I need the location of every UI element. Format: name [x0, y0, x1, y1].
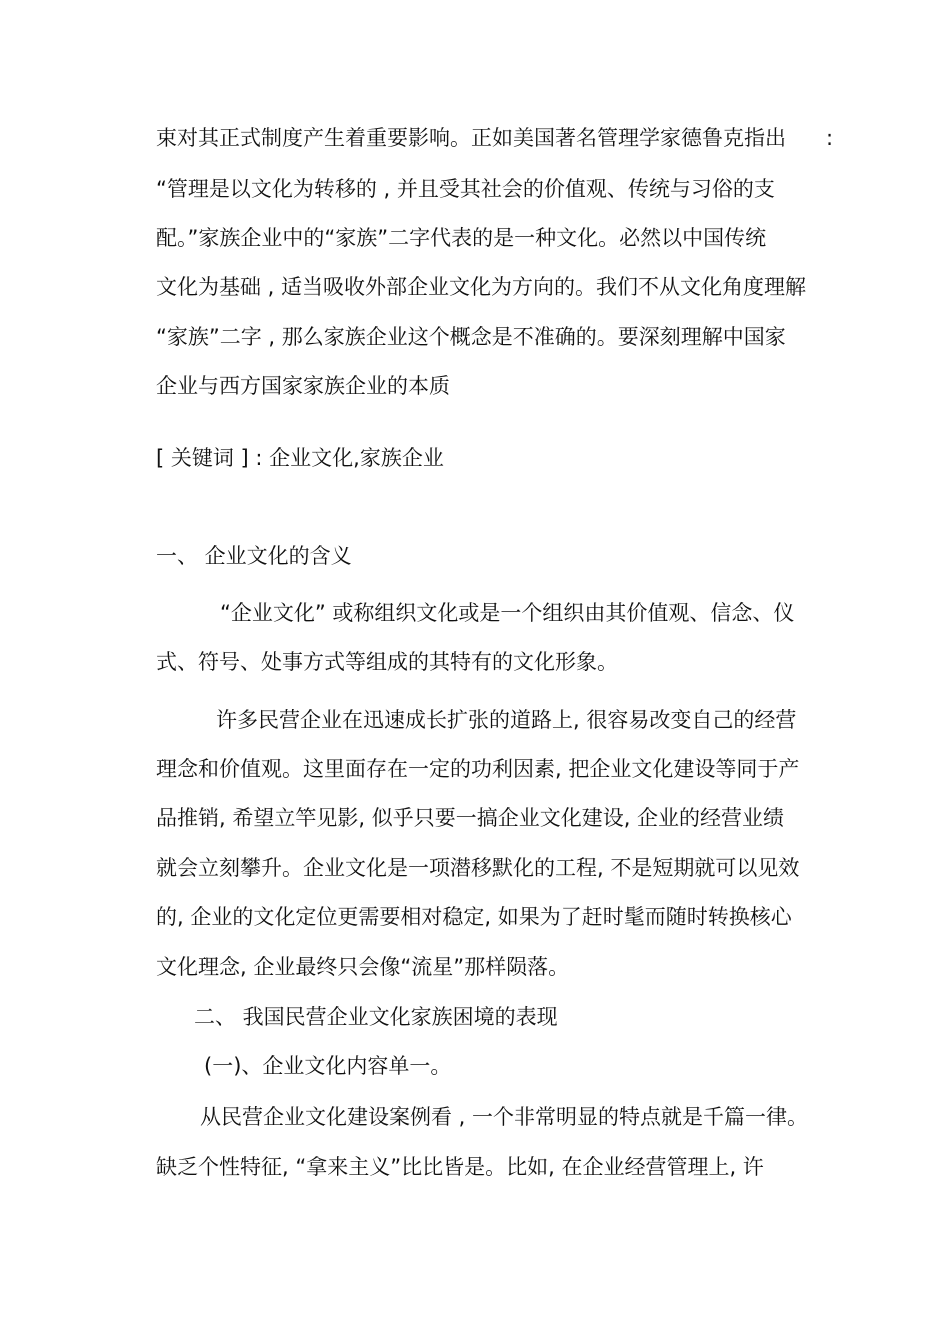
- abstract-line-1: 束对其正式制度产生着重要影响。正如美国著名管理学家德鲁克指出: [156, 126, 786, 150]
- section1-para2-line-1: 许多民营企业在迅速成长扩张的道路上, 很容易改变自己的经营: [216, 708, 797, 732]
- abstract-trailing-colon: :: [826, 126, 834, 150]
- section2-heading: 二、 我国民营企业文化家族困境的表现: [194, 1005, 558, 1029]
- abstract-line-2: “管理是以文化为转移的 , 并且受其社会的价值观、传统与习俗的支: [156, 177, 775, 201]
- section1-heading: 一、 企业文化的含义: [156, 544, 352, 568]
- section2-para-line-1: 从民营企业文化建设案例看 , 一个非常明显的特点就是千篇一律。: [200, 1105, 809, 1129]
- section2-para-line-2: 缺乏个性特征, “拿来主义”比比皆是。比如, 在企业经营管理上, 许: [156, 1155, 764, 1179]
- section1-para2-line-3: 品推销, 希望立竿见影, 似乎只要一搞企业文化建设, 企业的经营业绩: [156, 806, 785, 830]
- keywords-line: [ 关键词 ] : 企业文化,家族企业: [156, 446, 444, 470]
- section1-para2-line-2: 理念和价值观。这里面存在一定的功利因素, 把企业文化建设等同于产: [156, 757, 800, 781]
- abstract-line-5: “家族”二字 , 那么家族企业这个概念是不准确的。要深刻理解中国家: [156, 325, 786, 349]
- section1-para2-line-5: 的, 企业的文化定位更需要相对稳定, 如果为了赶时髦而随时转换核心: [156, 905, 792, 929]
- abstract-line-3: 配。”家族企业中的“家族”二字代表的是一种文化。必然以中国传统: [156, 226, 767, 250]
- section1-para2-line-4: 就会立刻攀升。企业文化是一项潜移默化的工程, 不是短期就可以见效: [156, 856, 800, 880]
- section1-para1-line-2: 式、符号、处事方式等组成的其特有的文化形象。: [156, 650, 618, 674]
- section1-para1-line-1: “企业文化” 或称组织文化或是一个组织由其价值观、信念、仪: [220, 601, 795, 625]
- abstract-line-4: 文化为基础 , 适当吸收外部企业文化为方向的。我们不从文化角度理解: [156, 275, 807, 299]
- abstract-line-6: 企业与西方国家家族企业的本质: [156, 374, 450, 398]
- section2-subheading: (一)、企业文化内容单一。: [204, 1054, 452, 1078]
- section1-para2-line-6: 文化理念, 企业最终只会像“流星”那样陨落。: [156, 955, 570, 979]
